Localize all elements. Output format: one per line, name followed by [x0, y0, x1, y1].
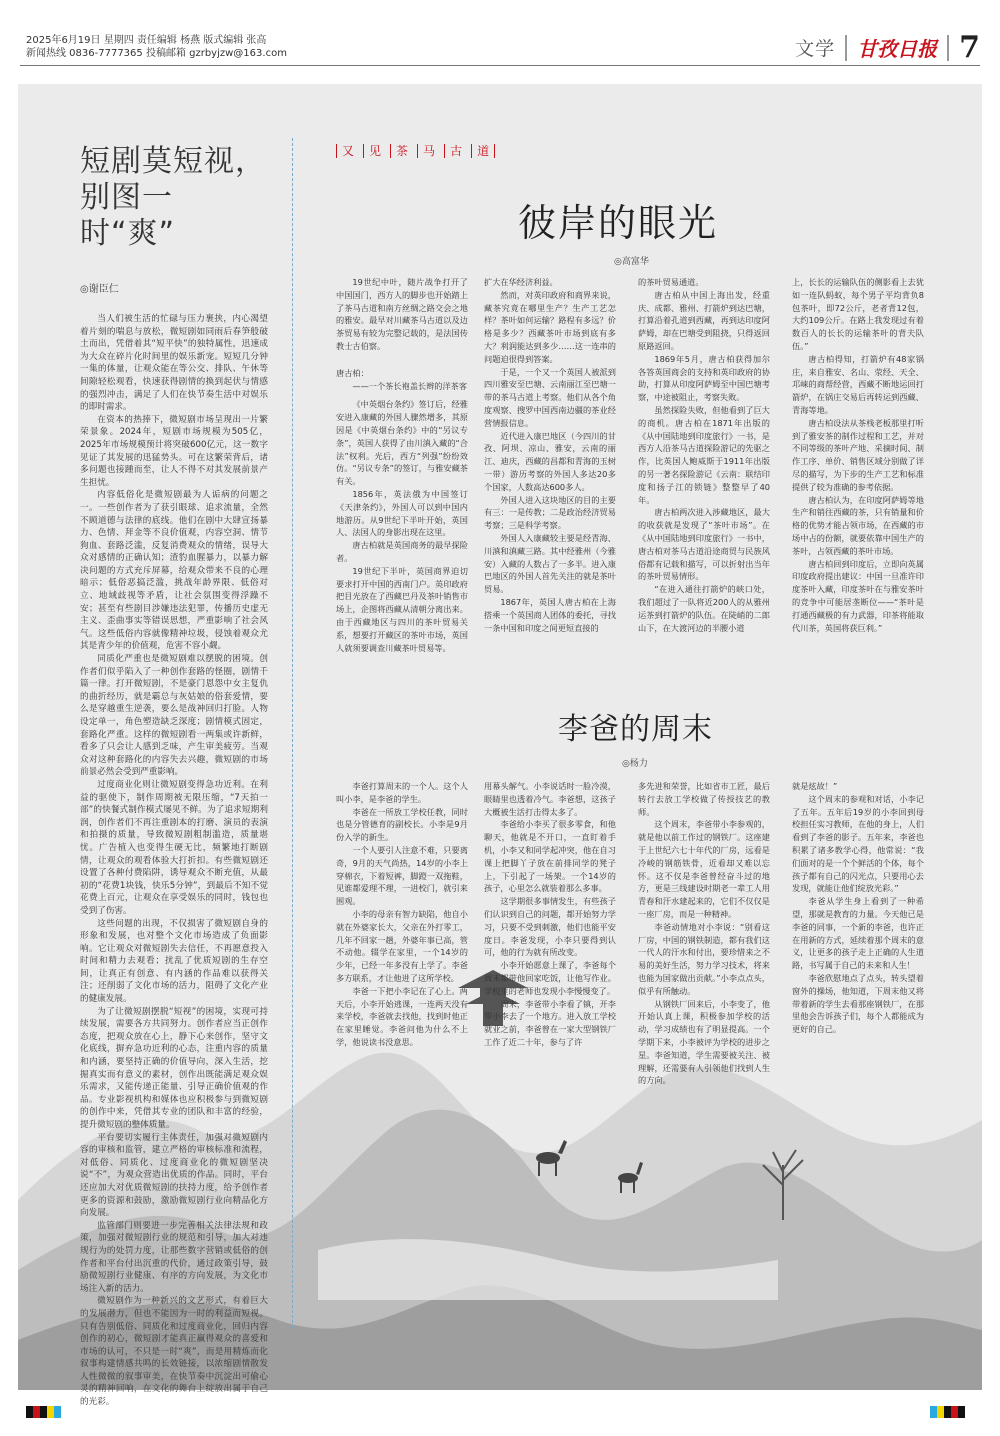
- content-panel: [18, 84, 982, 1408]
- article2-author: ◎高富华: [614, 257, 649, 267]
- article1-paragraph: 内容低俗化是微短剧最为人诟病的问题之一。一些创作者为了获引眼球、追求流量，全然不顾道德与法律的底线。他们在剧中大肆宣扬暴力、色情、拜金等不良价值观，内容空洞、情节狗血、套路泛滥，反复消费观众的情绪，误导大众对感情的正确认知；渣豹血腥暴力，以暴力解决问题的方式充斥屏幕，给观众带来不良的心理暗示；低俗恶搞泛滥，挑战年龄界限、低俗对立、地域歧视等矛盾，让社会氛围变得浮躁不安；甚至有些剧目涉嫌违法犯罪，传播历史虚无主义、歪曲事实等错误思想，严重影响了社会风气。这些低俗内容就像精神垃圾，侵蚀着观众尤其是青少年的价值观，危害不容小觑。: [80, 490, 268, 652]
- article3-paragraph: 小李的母亲有智力缺陷，他自小就在外婆家长大，父亲在外打零工，几年不回家一趟，外婆年事已高，管不动他。辍学在家里，一个14岁的少年，已经一年多没有上学了。李爸多方联系，才让他进了这所学校。: [336, 908, 468, 983]
- header-divider-2: [947, 35, 949, 61]
- article1-paragraph: 微短剧作为一种新兴的文艺形式，有着巨大的发展潜力，但也不能因为一时的利益而短视。只有告别低俗、同质化和过度商业化，回归内容创作的初心，微短剧才能真正赢得观众的喜爱和市场的认可，不只是一时“爽”，而是用精炼而化叙事构建情感共鸣的长效链接，以浓缩剧情散发人性微微的叙事审美，在快节奏中沉淀出可偷心灵的精神回响，在文化的舞台上绽放出属于自己的光彩。: [80, 1296, 268, 1408]
- article2-subheading: 唐古柏：: [336, 367, 369, 378]
- header-right: [795, 30, 980, 65]
- article1-paragraph: 过度商业化则让微短剧变得急功近利。在利益的驱使下，制作周期被无限压缩，“7天拍一部”的快餐式制作模式屡见不鲜。为了追求短期利润，创作者们不再注重剧本的打磨、演员的表演和拍摄的质量，导致微短剧粗制滥造，质量堪忧。广告植入也变得生硬无比，频繁地打断剧情，让观众的观看体验大打折扣。有些微短剧还设置了各种付费陷阱，诱导观众不断充值，从最初的“花费1块钱，快乐5分钟”，到最后不知不觉花费上百元，让观众在享受娱乐的同时，钱包也受到了伤害。: [80, 779, 268, 916]
- article1-paragraph: 监管部门则要进一步完善相关法律法规和政策，加强对微短剧行业的规范和引导，加大对违规行为的处罚力度，让那些数字营销或低俗的创作者和平台付出沉重的代价，通过政策引导，鼓励微短剧行业健康、有序的方向发展，为文化市场注入新的活力。: [80, 1220, 268, 1294]
- article2-paragraph: 外国人入康藏较主要是经青海、川滇和滇藏三路。其中经雅州（今雅安）入藏的人数占了一多半。进入康巴地区的外国人首先关注的就是茶叶贸易。: [484, 532, 616, 595]
- article2-paragraph: 然而，对英印政府和商界来说，藏茶究竟在哪里生产？生产工艺怎样？茶叶如何运输？路程有多远？价格是多少？西藏茶叶市场到底有多大？利润能达到多少……这一连串的问题迫很得到答案。: [484, 289, 616, 364]
- header-info: [26, 34, 287, 60]
- article1-author: ◎谢臣仁: [80, 284, 119, 295]
- article2-paragraph: 唐古柏就是英国商务的最早探险者。: [336, 540, 468, 563]
- article3-paragraph: 李爸动情地对小李说：“别看这厂房，中国的钢铁制造，都有我们这一代人的汗水和付出，要珍惜来之不易的美好生活，努力学习技术，将来也能为国家做出贡献。”小李点点头，似乎有所触动。: [638, 921, 770, 996]
- article1-paragraph: 当人们被生活的忙碌与压力裹挟，内心渴望着片刻的喘息与放松，微短剧如同雨后春笋般破土而出，凭借着其“短平快”的独特属性，迅速成为大众在碎片化时间里的娱乐新宠。短短几分钟一集的体量，让观众能在等公交、排队、午休等间隙轻松观看，快速获得剧情的换到起伏与情感的强烈冲击，满足了人们在快节奏生活中对娱乐的即时需求。: [80, 314, 268, 413]
- article2-paragraph: 唐古柏得知，打箭炉有48家锅庄，来自雅安、名山、荥经、天全、邛崃的商帮经营，西藏不断地运回打箭炉，在锅庄交易后再转运到西藏、青海等地。: [792, 353, 924, 415]
- article3-paragraph: 多先进和荣誉，比如省市工匠，最后转行去放工学校做了传授技艺的教师。: [638, 781, 770, 817]
- article3-author: ◎杨力: [622, 759, 648, 769]
- article3-paragraph: 李爸在一所放工学校任教，同时也是分管德育的副校长。小李是9月份入学的新生。: [336, 806, 468, 843]
- column-tag-char: 道: [471, 144, 495, 158]
- column-divider: [292, 138, 293, 1328]
- article2-column-1: [336, 276, 468, 654]
- header-contact: 新闻热线 0836-7777365 投稿邮箱 gzrbyjzw@163.com: [26, 48, 287, 59]
- article2-paragraph: 外国人进入这块地区的目的主要有三：一是传教；二是政治经济贸易考察；三是科学考察。: [484, 494, 616, 531]
- article2-paragraph: 唐古柏从中国上海出发，经重庆、成都、雅州、打箭炉到达巴塘，打算沿着孔道到西藏，再到达印度阿萨姆，却在巴塘受到阻挠，只得返回原路返回。: [638, 289, 770, 351]
- article2-paragraph: 1869年5月，唐古柏获得加尔各答英国商会的支持和英印政府的协助，打算从印度阿萨姆至中国巴塘考察，中途被阻止，考察失败。: [638, 353, 770, 403]
- column-tag-char: 古: [444, 144, 467, 158]
- article3-paragraph: 李爸一下把小李记在了心上。两天后，小李开始逃课，一连两天没有来学校，李爸就去找他，找到时他正在家里睡觉。李爸问他为什么不上学，他说读书没意思。: [336, 985, 468, 1047]
- article2-title: 彼岸的眼光: [518, 201, 719, 245]
- article3-column-1: [336, 780, 468, 1049]
- article3-paragraph: 李爸从学生身上看到了一种希望，那就是教育的力量。今天他已是李爸的同事，一个新的李爸，也许正在用新的方式，延续着那个周末的意义，让更多的孩子走上正确的人生道路，书写属于自己的未来和人生！: [792, 896, 924, 971]
- article3-paragraph: 周末，李爸带小李看了镇，开李带小李去了一个地方。进入放工学校就业之前，李爸曾在一家大型钢铁厂工作了近二十年，参与了许: [484, 998, 616, 1047]
- article3-paragraph: 这学期很多事情发生，有些孩子们认识到自己的问题，都开始努力学习，只要不受到刺激，他们也能平安度日。李爸发现，小李只要得到认可，他的行为就有所改变。: [484, 896, 616, 958]
- article3-paragraph: 小李开始愿意上课了，李爸每个周末都带他回家吃饭，让他写作业。学校里的老师也发现小李慢慢变了。: [484, 960, 616, 996]
- article1-paragraph: 在资本的热捧下，微短剧市场呈现出一片繁荣景象。2024年，短剧市场规模为505亿，2025年市场规模预计将突破600亿元，这一数字见证了其发展的迅猛势头。可在这繁荣背后，诸多问题也接踵而至，让人不得不对其发展前景产生担忧。: [80, 414, 268, 488]
- column-tag-char: 见: [363, 144, 386, 158]
- header-rule: [20, 65, 980, 66]
- article1-paragraph: 为了让微短剧摆脱“短视”的困境，实现可持续发展，需要各方共同努力。创作者应当正创作态度，把观众放在心上，静下心来创作，坚守文化底线，摒弃急功近利的心态，注重内容的质量和内涵，要坚持正确的价值导向，深入生活，挖掘真实而有意义的素材，创作出既能满足观众娱乐需求，又能传递正能量、引导正确价值观的作品。专业影视机构和媒体也应积极参与到微短剧的创作中来，凭借其专业的团队和丰富的经验，提升微短剧的整体质量。: [80, 1006, 268, 1130]
- article3-paragraph: 用幕头解气。小李说话时一脸冷漠，眼睛里也透着冷气。李爸想，这孩子大概被生活打击得太多了。: [484, 781, 616, 817]
- column-tag-char: 马: [417, 144, 440, 158]
- article3-paragraph: 就是炫故！”: [792, 781, 838, 791]
- page-number: 7: [959, 30, 980, 65]
- print-color-bar-right: [930, 1406, 965, 1418]
- article3-paragraph: 李爸打算周末的一个人。这个人叫小李，是李爸的学生。: [336, 781, 468, 804]
- article2-paragraph: 1856年，英法俄为中国签订《天津条约》，外国人可以到中国内地游历。从9世纪下半叶开始，英国人、法国人的身影出现在这里。: [336, 488, 468, 538]
- header-divider: [845, 35, 847, 61]
- article2-paragraph: 扩大在华经济利益。: [484, 277, 558, 287]
- print-color-bar-left: [26, 1406, 61, 1418]
- article2-paragraph: 的茶叶贸易通道。: [638, 277, 704, 287]
- article3-column-3: [638, 780, 770, 1087]
- article1-title-line2: 别图一时“爽”: [80, 180, 176, 251]
- article2-paragraph: 虽然探险失败，但他看到了巨大的商机。唐古柏在1871年出版的《从中国陆地到印度旅行》一书，是西方人沿茶马古道探险游记的先驱之作，比英国人鲍威斯于1911年出版的另一著名探险游记《云南：联结印度和扬子江的锁链》整整早了40年。: [638, 404, 770, 505]
- article2-paragraph: 《中英烟台条约》签订后，经雅安进入康藏的外国人骤然增多，其原因是《中英烟台条约》中的“另议专条”，英国人获得了由川滇入藏的“合法”权利。光后，西方“列强”纷纷效仿。“另议专条”的签订，与雅安藏茶有关。: [336, 399, 468, 487]
- article2-paragraph: 唐古柏两次进入涉藏地区，最大的收获就是发现了“茶叶市场”。在《从中国陆地到印度旅行》一书中，唐古柏对茶马古道沿途商贸与民族风俗都有记载和描写，可以折射出当年的茶叶贸易情形。: [638, 507, 770, 582]
- article3-title: 李爸的周末: [558, 712, 713, 747]
- article2-column-3: [638, 276, 770, 634]
- article-short-drama: [80, 144, 268, 1409]
- article3-column-2: [484, 780, 616, 1049]
- article3-paragraph: 从钢铁厂回来后，小李变了，他开始认真上课，积极参加学校的活动，学习成绩也有了明显提高。一个学期下来，小李被评为学校的进步之星。李爸知道，学生需要被关注、被理解，还需要有人引领他们找到人生的方向。: [638, 998, 770, 1086]
- article3-paragraph: 这个周末，李爸带小李参观的，就是他以前工作过的钢铁厂。这座建于上世纪六七十年代的厂房，远看是冷峻的钢筋铁骨，近看却又难以忘怀。这不仅是李爸曾经奋斗过的地方，更是三线建设时期老一辈工人用青春和汗水建起来的，它们不仅仅是一座厂房，而是一种精神。: [638, 819, 770, 919]
- article2-paragraph: 近代进入康巴地区（今四川的甘孜、阿坝、凉山、雅安，云南的丽江、迪庆，西藏的昌都和青海的玉树一带）游历考察的外国人多达20多个国家，人数高达600多人。: [484, 430, 616, 492]
- column-tag: [336, 144, 495, 158]
- header-date-editor: 2025年6月19日 星期四 责任编辑 杨燕 版式编辑 张高: [26, 35, 267, 46]
- article2-column-4: [792, 276, 924, 634]
- article2-paragraph: 唐古柏回到印度后，立即向英属印度政府提出建议：中国一旦准许印度茶叶入藏，印度茶叶在与雅安茶叶的竞争中可能居垄断位——“茶叶是打通西藏极的有力武器，印茶将能取代川茶，英国将获巨利。”: [792, 558, 924, 633]
- article2-paragraph: 唐古柏认为，在印度阿萨姆等地生产和销往西藏的茶，只有销量和价格的优势才能占领市场，在西藏的市场中占的份额，就要依靠中国生产的茶叶，占领西藏的茶叶市场。: [792, 494, 924, 556]
- article2-paragraph: 19世纪中叶，随片战争打开了中国国门，西方人的脚步也开始踏上了茶马古道和南方丝绸之路交会之地的雅安。最早对川藏茶马古道以及边茶贸易有较为完整记载的，是法国传教士古伯察。: [336, 277, 468, 351]
- article2-subheading-2: ——一个茶长袍盖长辫的洋茶客: [352, 380, 468, 391]
- article2-paragraph: 上，长长的运输队伍的侧影看上去犹如一连队蚂蚁，每个男子平均背负8包茶叶，即72公斤，老者背12包，大约109公斤。在路上我发现过有着数百人的长长的运输茶叶的背夫队伍。”: [792, 277, 924, 351]
- article2-paragraph: 1867年，英国人唐古柏在上海搭乘一个英国商人团体的委托，寻找一条中国和印度之间更短直接的: [484, 596, 616, 633]
- column-tag-char: 茶: [390, 144, 413, 158]
- article1-title-line1: 短剧莫短视，: [80, 144, 266, 179]
- article2-paragraph: 于是，一个又一个英国人被派到四川雅安至巴塘、云南丽江至巴塘一带的茶马古道上考察。他们从各个角度观察、搜罗中国西南边疆的茶业经营情报信息。: [484, 366, 616, 428]
- article3-paragraph: 李爸给小李买了很多零食，和他聊天，他就是不开口，一直盯着手机，小李又和同学起冲突，他在自习课上把脚丫子放在前排同学的凳子上，下引起了一场架。一个14岁的孩子，心里怎么就装着那么多事。: [484, 819, 616, 894]
- article1-paragraph: 平台要切实履行主体责任，加强对微短剧内容的审核和监管，建立严格的审核标准和流程，对低俗、同质化、过度商业化的微短剧坚决说“不”，为观众营造出优质的作品。同时，平台还应加大对优质微短剧的扶持力度，给予创作者更多的资源和鼓励，激励微短剧行业向精品化方向发展。: [80, 1132, 268, 1219]
- newspaper-logo: 甘孜日报: [857, 37, 938, 61]
- article2-column-2: [484, 276, 616, 634]
- article2-paragraph: “在进入通往打箭炉的峡口处，我们超过了一队将近200人的从雅州运茶到打箭炉的队伍。在陡峭的二郎山下，在大渡河边的半腰小道: [638, 584, 770, 633]
- article3-paragraph: 一个人要引人注意不难，只要离奇，9月的天气尚热，14岁的小李上穿棉衣，下着短裤，脚蹬一双拖鞋，见谁都爱理不理，一进校门，就引来围观。: [336, 844, 468, 907]
- article1-paragraph: 这些问题的出现，不仅损害了微短剧自身的形象和发展，也对整个文化市场造成了负面影响。它让观众对微短剧失去信任，不再愿意投入时间和精力去观看；扰乱了优质短剧的生存空间，让真正有创意、有内涵的作品难以获得关注；还削弱了文化市场的活力，阻碍了文化产业的健康发展。: [80, 918, 268, 1005]
- article2-paragraph: 唐古柏设法从茶栈老板那里打听到了雅安茶的制作过程和工艺，并对不同等级的茶叶产地、采摘时间、制作工序、单价、销售区域分别做了详尽的描写，为下步的生产工艺和标准提供了较为准确的参考依据。: [792, 417, 924, 492]
- article2-paragraph: 19世纪下半叶，英国商界迫切要求打开中国的西南门户。英印政府把目光放在了西藏巴丹及茶叶销售市场上，企图将西藏从清朝分离出来。由于西藏地区与四川的茶叶贸易关系，想要打开藏区的茶叶市场，英国人就须要调查川藏茶叶贸易等。: [336, 565, 468, 653]
- column-tag-char: 又: [336, 144, 359, 158]
- article3-column-4: [792, 780, 924, 1036]
- section-name: 文学: [795, 38, 836, 60]
- article3-paragraph: 这个周末的参观和对话，小李记了五年。五年后19岁的小李回到母校担任实习教师，在他的身上，人们看到了李爸的影子。五年来，李爸也积累了诸多教学心得，他常说：“我们面对的是一个个鲜活的个体，每个孩子都有自己的闪光点，只要用心去发现，就能让他们绽放光彩。”: [792, 793, 924, 894]
- article1-paragraph: 同质化严重也是微短剧难以摆脱的困境。创作者们似乎陷入了一种创作套路的怪圈，剧情千篇一律。打开微短剧，不是豪门恩怨中女主复仇的曲折经历，就是霸总与灰姑娘的俗套爱情，要么是穿越重生逆袭，要么是战神回归打脸。人物设定单一，角色塑造缺乏深度；剧情模式固定，套路化严重。这样的微短剧看一两集或许新鲜，看多了只会让人感到乏味，产生审美疲劳。当观众对这种套路化的内容失去兴趣，微短剧的市场前景必然会受到严重影响。: [80, 654, 268, 778]
- article3-paragraph: 李爸欣慰地点了点头，转头望着窗外的操场，他知道，下周末他又将带着新的学生去看那座钢铁厂，在那里他会告诉孩子们，每个人都能成为更好的自己。: [792, 972, 924, 1035]
